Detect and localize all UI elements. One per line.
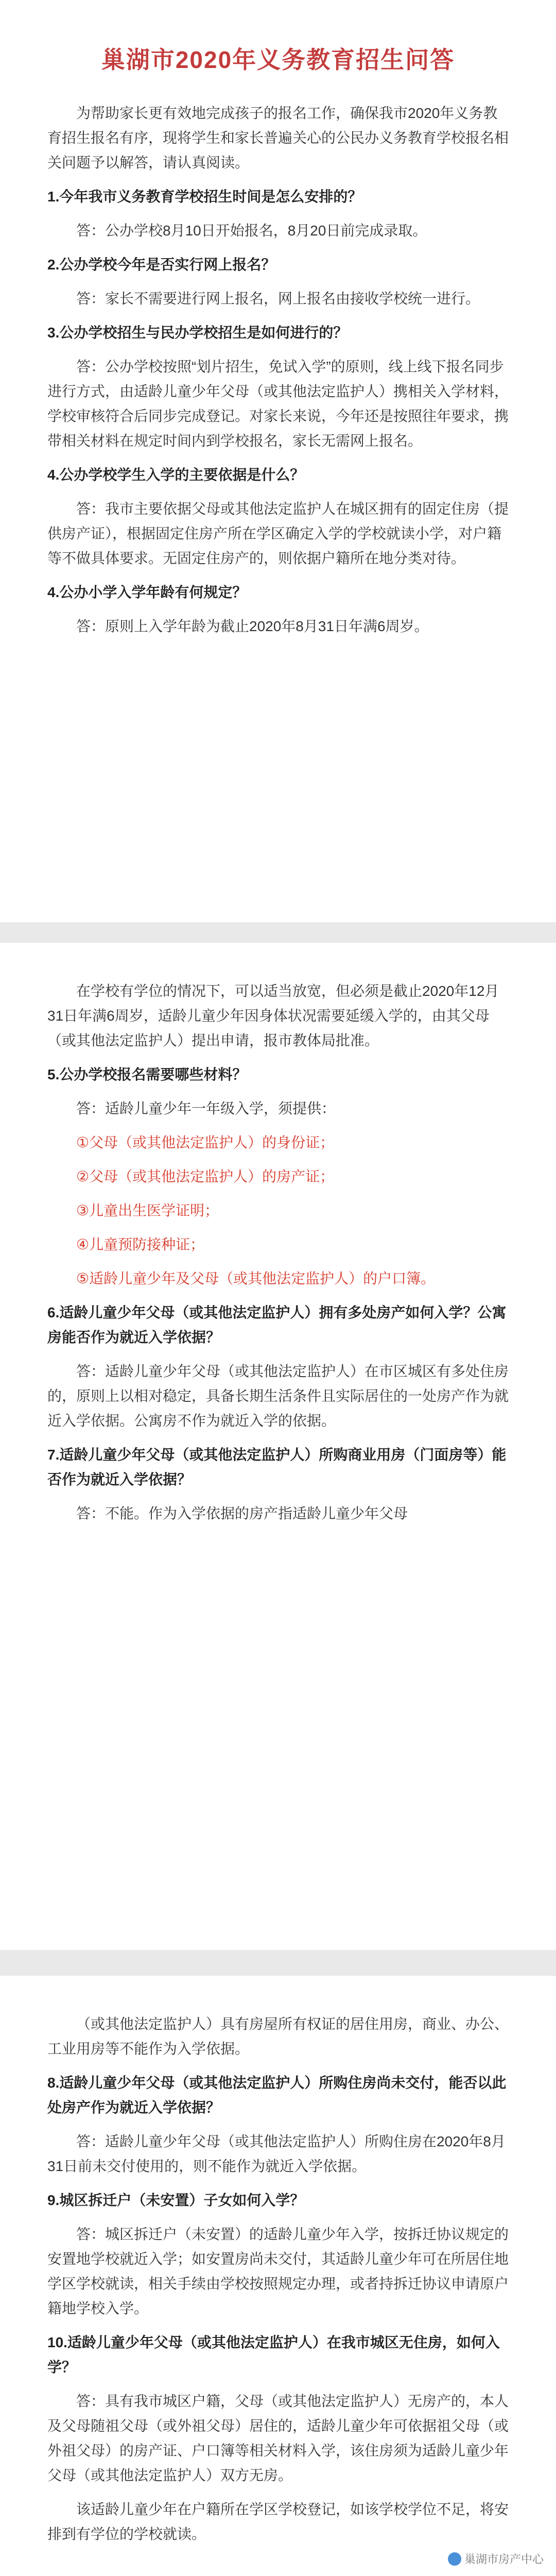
question-2: 2.公办学校今年是否实行网上报名？ <box>47 257 276 273</box>
answer-3: 答：公办学校按照“划片招生，免试入学”的原则，线上线下报名同步进行方式，由适龄儿童少年父母（或其他法定监护人）携相关入学材料，学校审核符合后同步完成登记。对家长来说，今年还是按照往年要求，携带相关材料在规定时间内到学校报名，家长无需网上报名。 <box>47 359 509 449</box>
watermark <box>448 2551 544 2567</box>
page2-text-1: 在学校有学位的情况下，可以适当放宽，但必须是截止2020年12月31日年满6周岁，适龄儿童少年因身体状况需要延缓入学的，由其父母（或其他法定监护人）提出申请，报市教体局批准。 <box>47 983 499 1048</box>
answer-11-part-1: 答：具有我市城区户籍，父母（或其他法定监护人）无房产的，本人及父母随祖父母（或外祖父母）居住的，适龄儿童少年可依据祖父母（或外祖父母）的房产证、户口簿等相关材料入学，该住房须为适龄儿童少年父母（或其他法定监护人）双方无房。 <box>47 2393 509 2483</box>
answer-1: 答：公办学校8月10日开始报名，8月20日前完成录取。 <box>76 223 427 239</box>
question-7: 6.适龄儿童少年父母（或其他法定监护人）拥有多处房产如何入学？公寓房能否作为就近入学依据？ <box>47 1304 507 1345</box>
question-8: 7.适龄儿童少年父母（或其他法定监护人）所购商业用房（门面房等）能否作为就近入学依据？ <box>47 1447 507 1487</box>
answer-6-intro: 答：适龄儿童少年一年级入学，须提供： <box>76 1100 336 1116</box>
question-10: 9.城区拆迁户（未安置）子女如何入学？ <box>47 2192 305 2208</box>
question-6: 5.公办学校报名需要哪些材料？ <box>47 1066 247 1082</box>
question-4: 4.公办学校学生入学的主要依据是什么？ <box>47 467 305 483</box>
answer-6-item-1: ①父母（或其他法定监护人）的身份证； <box>76 1134 335 1150</box>
question-9: 8.适龄儿童少年父母（或其他法定监护人）所购住房尚未交付，能否以此处房产作为就近入学依据？ <box>47 2075 507 2115</box>
answer-2: 答：家长不需要进行网上报名，网上报名由接收学校统一进行。 <box>76 291 480 307</box>
answer-4: 答：我市主要依据父母或其他法定监护人在城区拥有的固定住房（提供房产证），根据固定住房产所在学区确定入学的学校就读小学，对户籍等不做具体要求。无固定住房产的，则依据户籍所在地分类对待。 <box>47 501 509 566</box>
answer-6-item-5: ⑤适龄儿童少年及父母（或其他法定监护人）的户口簿。 <box>76 1270 436 1286</box>
question-1: 1.今年我市义务教育学校招生时间是怎么安排的？ <box>47 189 362 205</box>
question-3: 3.公办学校招生与民办学校招生是如何进行的？ <box>47 325 348 341</box>
page-title: 巢湖市2020年义务教育招生问答 <box>101 46 455 73</box>
page-2 <box>0 943 556 1950</box>
answer-6-item-2: ②父母（或其他法定监护人）的房产证； <box>76 1168 335 1184</box>
answer-6-item-4: ④儿童预防接种证； <box>76 1236 205 1252</box>
answer-9: 答：适龄儿童少年父母（或其他法定监护人）所购住房在2020年8月31日前未交付使用的，则不能作为就近入学依据。 <box>47 2133 506 2174</box>
question-5: 4.公办小学入学年龄有何规定？ <box>47 584 247 600</box>
intro-paragraph: 为帮助家长更有效地完成孩子的报名工作，确保我市2020年义务教育招生报名有序，现将学生和家长普遍关心的公民办义务教育学校报名相关问题予以解答，请认真阅读。 <box>47 105 509 171</box>
page-1 <box>0 0 556 922</box>
page-3 <box>0 1976 556 2576</box>
answer-10: 答：城区拆迁户（未安置）的适龄儿童少年入学，按拆迁协议规定的安置地学校就近入学；如安置房尚未交付，其适龄儿童少年可在所居住地学区学校就读，相关手续由学校按照规定办理，或者持拆迁协议申请原户籍地学校入学。 <box>47 2226 509 2316</box>
watermark-text: 巢湖市房产中心 <box>464 2553 544 2566</box>
answer-5: 答：原则上入学年龄为截止2020年8月31日年满6周岁。 <box>76 618 429 634</box>
question-11: 10.适龄儿童少年父母（或其他法定监护人）在我市城区无住房，如何入学？ <box>47 2334 500 2375</box>
page3-text-1: （或其他法定监护人）具有房屋所有权证的居住用房，商业、办公、工业用房等不能作为入学依据。 <box>47 2016 509 2057</box>
answer-6-item-3: ③儿童出生医学证明； <box>76 1202 219 1218</box>
account-avatar-icon <box>448 2552 461 2566</box>
answer-7: 答：适龄儿童少年父母（或其他法定监护人）在市区城区有多处住房的，原则上以相对稳定，具备长期生活条件且实际居住的一处房产作为就近入学依据。公寓房不作为就近入学的依据。 <box>47 1363 509 1429</box>
answer-8: 答：不能。作为入学依据的房产指适龄儿童少年父母 <box>76 1505 408 1521</box>
answer-11-part-2: 该适龄儿童少年在户籍所在学区学校登记，如该学校学位不足，将安排到有学位的学校就读。 <box>47 2501 509 2542</box>
